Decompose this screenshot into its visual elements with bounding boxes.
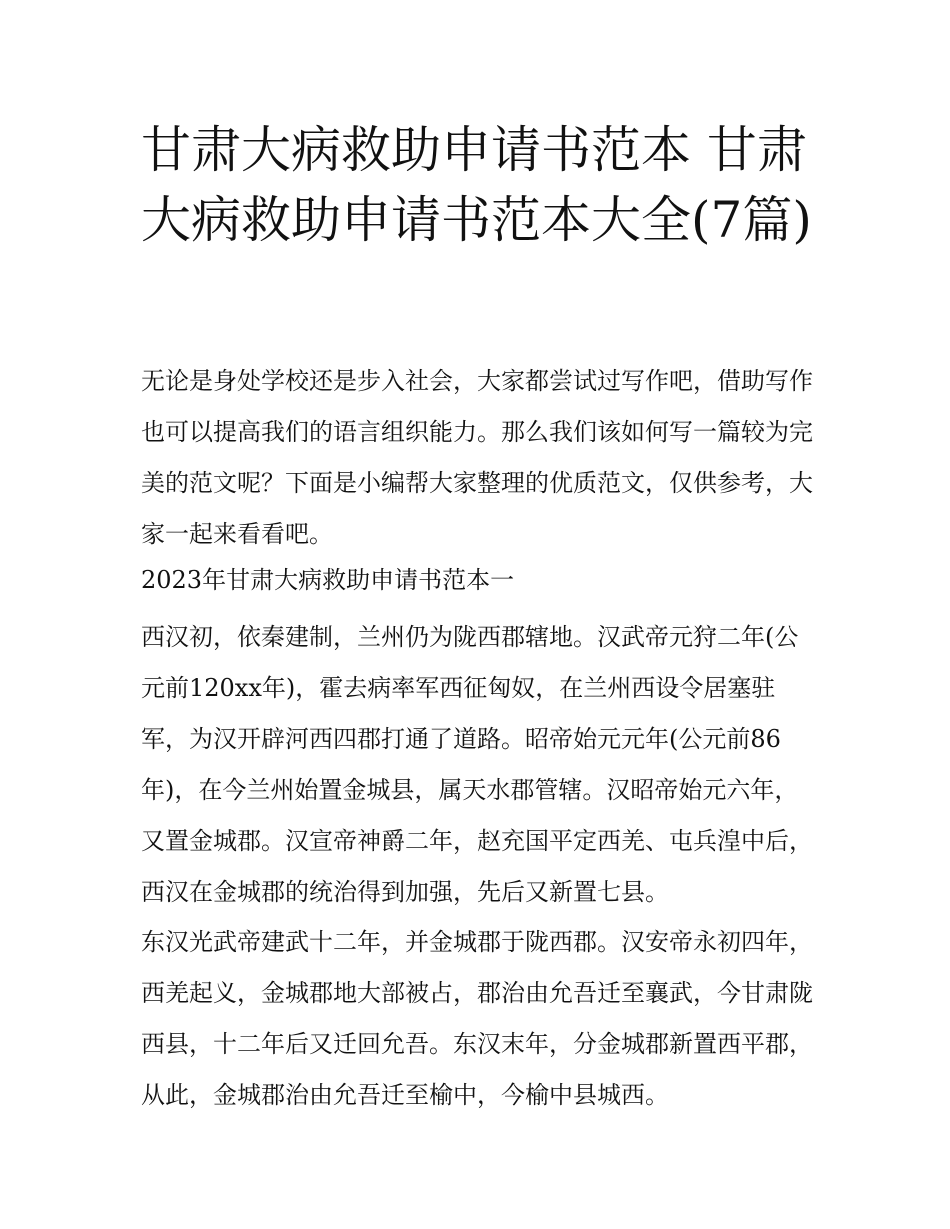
body-paragraph: 西汉初，依秦建制，兰州仍为陇西郡辖地。汉武帝元狩二年(公元前120xx年)，霍去病率军西征匈奴，在兰州西设令居塞驻军，为汉开辟河西四郡打通了道路。昭帝始元元年(公元前86年)，在今兰州始置金城县，属天水郡管辖。汉昭帝始元六年，又置金城郡。汉宣帝神爵二年，赵充国平定西羌、屯兵湟中后，西汉在金城郡的统治得到加强，先后又新置七县。	[141, 623, 813, 906]
section-heading: 2023年甘肃大病救助申请书范本一	[141, 566, 515, 594]
body-paragraph: 东汉光武帝建武十二年，并金城郡于陇西郡。汉安帝永初四年，西羌起义，金城郡地大部被占，郡治由允吾迁至襄武，今甘肃陇西县，十二年后又迁回允吾。东汉末年，分金城郡新置西平郡，从此，金城郡治由允吾迁至榆中，今榆中县城西。	[141, 928, 813, 1109]
intro-paragraph: 无论是身处学校还是步入社会，大家都尝试过写作吧，借助写作也可以提高我们的语言组织能力。那么我们该如何写一篇较为完美的范文呢？下面是小编帮大家整理的优质范文，仅供参考，大家一起来看看吧。	[141, 367, 813, 548]
document-title: 甘肃大病救助申请书范本 甘肃大病救助申请书范本大全(7篇)	[141, 121, 812, 249]
